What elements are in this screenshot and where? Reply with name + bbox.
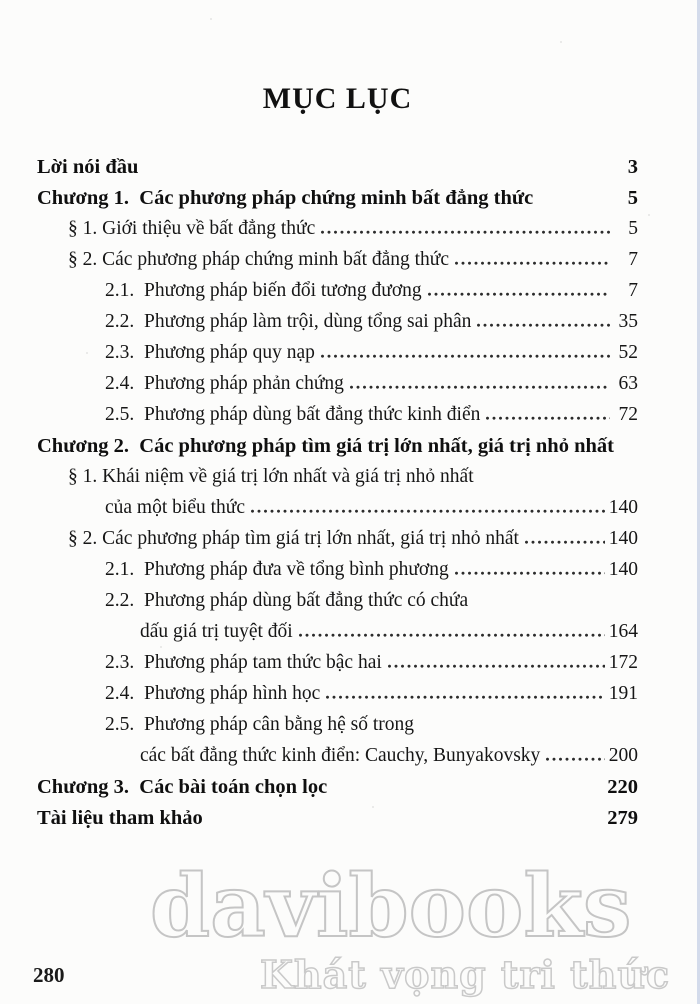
- toc-entry: [37, 373, 638, 395]
- toc-entry: [37, 745, 638, 767]
- toc-entry: [37, 249, 638, 271]
- toc-entry-label: Chương 2. Các phương pháp tìm giá trị lớn nhất, giá trị nhỏ nhất: [37, 435, 614, 457]
- dot-leader: [138, 169, 614, 173]
- toc-entry-label: Chương 1. Các phương pháp chứng minh bất đẳng thức: [37, 187, 534, 209]
- dot-leader: [468, 602, 614, 606]
- toc-entry-page: 35: [618, 311, 638, 332]
- toc-entry-page: 164: [608, 621, 638, 642]
- toc-entry-page: 279: [607, 807, 638, 829]
- toc-entry: [37, 466, 638, 488]
- dot-leader: [533, 200, 614, 204]
- toc-entry-label: § 2. Các phương pháp tìm giá trị lớn nhất, giá trị nhỏ nhất: [68, 528, 519, 549]
- toc-entry-page: 5: [627, 187, 638, 209]
- toc-entry-page: 7: [628, 280, 638, 301]
- toc-entry-label: 2.3. Phương pháp quy nạp: [105, 342, 315, 363]
- dot-leader: [525, 540, 605, 544]
- toc-entry-page: 52: [618, 342, 638, 363]
- dot-leader: [428, 292, 610, 296]
- toc-entry-label: 2.1. Phương pháp đưa về tổng bình phương: [105, 559, 449, 580]
- toc-entry-page: 72: [618, 404, 638, 425]
- toc-entry: [37, 590, 638, 612]
- toc-entry-page: 63: [618, 373, 638, 394]
- dot-leader: [474, 478, 614, 482]
- toc-entry-page: 7: [628, 249, 638, 270]
- watermark-slogan: Khát vọng tri thức: [260, 952, 671, 997]
- toc-entry: [37, 559, 638, 581]
- dot-leader: [327, 789, 607, 793]
- toc-entry: [37, 311, 638, 333]
- toc-entry-label: § 2. Các phương pháp chứng minh bất đẳng thức: [68, 249, 450, 270]
- dot-leader: [350, 385, 610, 389]
- toc-entry: [37, 218, 638, 240]
- toc-entry-label: 2.4. Phương pháp phản chứng: [105, 373, 344, 394]
- toc-entry: [37, 621, 638, 643]
- page-title: MỤC LỤC: [262, 82, 413, 115]
- toc-entry-label: 2.2. Phương pháp dùng bất đẳng thức có chứa: [105, 590, 469, 611]
- toc-entry-label: các bất đẳng thức kinh điển: Cauchy, Bunyakovsky: [140, 745, 541, 766]
- toc-entry-label: § 1. Giới thiệu về bất đẳng thức: [68, 218, 316, 239]
- toc-entry: [37, 404, 638, 426]
- toc-entry: [37, 652, 638, 674]
- toc-entry: [37, 497, 638, 519]
- scan-speck: [86, 352, 88, 354]
- dot-leader: [299, 633, 605, 637]
- page-number: 280: [33, 963, 65, 987]
- toc-entry: [37, 776, 638, 798]
- dot-leader: [486, 416, 610, 420]
- toc-entry-page: 200: [608, 745, 638, 766]
- toc-entry-page: 220: [607, 776, 638, 798]
- dot-leader: [321, 230, 610, 234]
- dot-leader: [321, 354, 610, 358]
- dot-leader: [251, 509, 605, 513]
- toc-entry-label: 2.5. Phương pháp dùng bất đẳng thức kinh điển: [105, 404, 481, 425]
- scan-speck: [160, 646, 162, 648]
- toc-entry: [37, 528, 638, 550]
- toc-entry-label: Lời nói đầu: [37, 156, 139, 178]
- toc-entry: [37, 435, 638, 457]
- toc-list: [37, 156, 638, 829]
- toc-entry: [37, 714, 638, 736]
- toc-entry: [37, 683, 638, 705]
- toc-entry-page: 140: [608, 559, 638, 580]
- dot-leader: [326, 695, 604, 699]
- toc-entry-page: 140: [608, 528, 638, 549]
- toc-entry: [37, 280, 638, 302]
- dot-leader: [203, 820, 608, 824]
- scan-speck: [560, 41, 562, 43]
- dot-leader: [388, 664, 605, 668]
- toc-entry: [37, 807, 638, 829]
- toc-entry-label: 2.5. Phương pháp cân bằng hệ số trong: [105, 714, 415, 735]
- toc-entry-label: 2.3. Phương pháp tam thức bậc hai: [105, 652, 382, 673]
- dot-leader: [477, 323, 610, 327]
- toc-entry-label: Tài liệu tham khảo: [37, 807, 203, 829]
- toc-entry-page: 140: [608, 497, 638, 518]
- toc-entry-label: của một biểu thức: [105, 497, 245, 518]
- toc-entry: [37, 187, 638, 209]
- toc-entry-label: § 1. Khái niệm về giá trị lớn nhất và giá trị nhỏ nhất: [68, 466, 474, 487]
- dot-leader: [455, 261, 610, 265]
- toc-entry-label: 2.1. Phương pháp biến đổi tương đương: [105, 280, 422, 301]
- toc-entry-label: 2.4. Phương pháp hình học: [105, 683, 321, 704]
- dot-leader: [546, 757, 604, 761]
- toc-entry-label: dấu giá trị tuyệt đối: [140, 621, 293, 642]
- toc-entry-label: Chương 3. Các bài toán chọn lọc: [37, 776, 328, 798]
- toc-entry: [37, 342, 638, 364]
- toc-entry-page: 5: [628, 218, 638, 239]
- dot-leader: [455, 571, 605, 575]
- toc-entry-page: 172: [608, 652, 638, 673]
- toc-entry-label: 2.2. Phương pháp làm trội, dùng tổng sai phân: [105, 311, 472, 332]
- toc-entry: [37, 156, 638, 178]
- scan-speck: [372, 806, 374, 808]
- toc-entry-page: 3: [627, 156, 638, 178]
- scan-speck: [210, 18, 212, 20]
- toc-entry-page: 191: [608, 683, 638, 704]
- dot-leader: [414, 726, 614, 730]
- scan-speck: [648, 214, 650, 216]
- watermark-brand: davibooks: [150, 856, 632, 957]
